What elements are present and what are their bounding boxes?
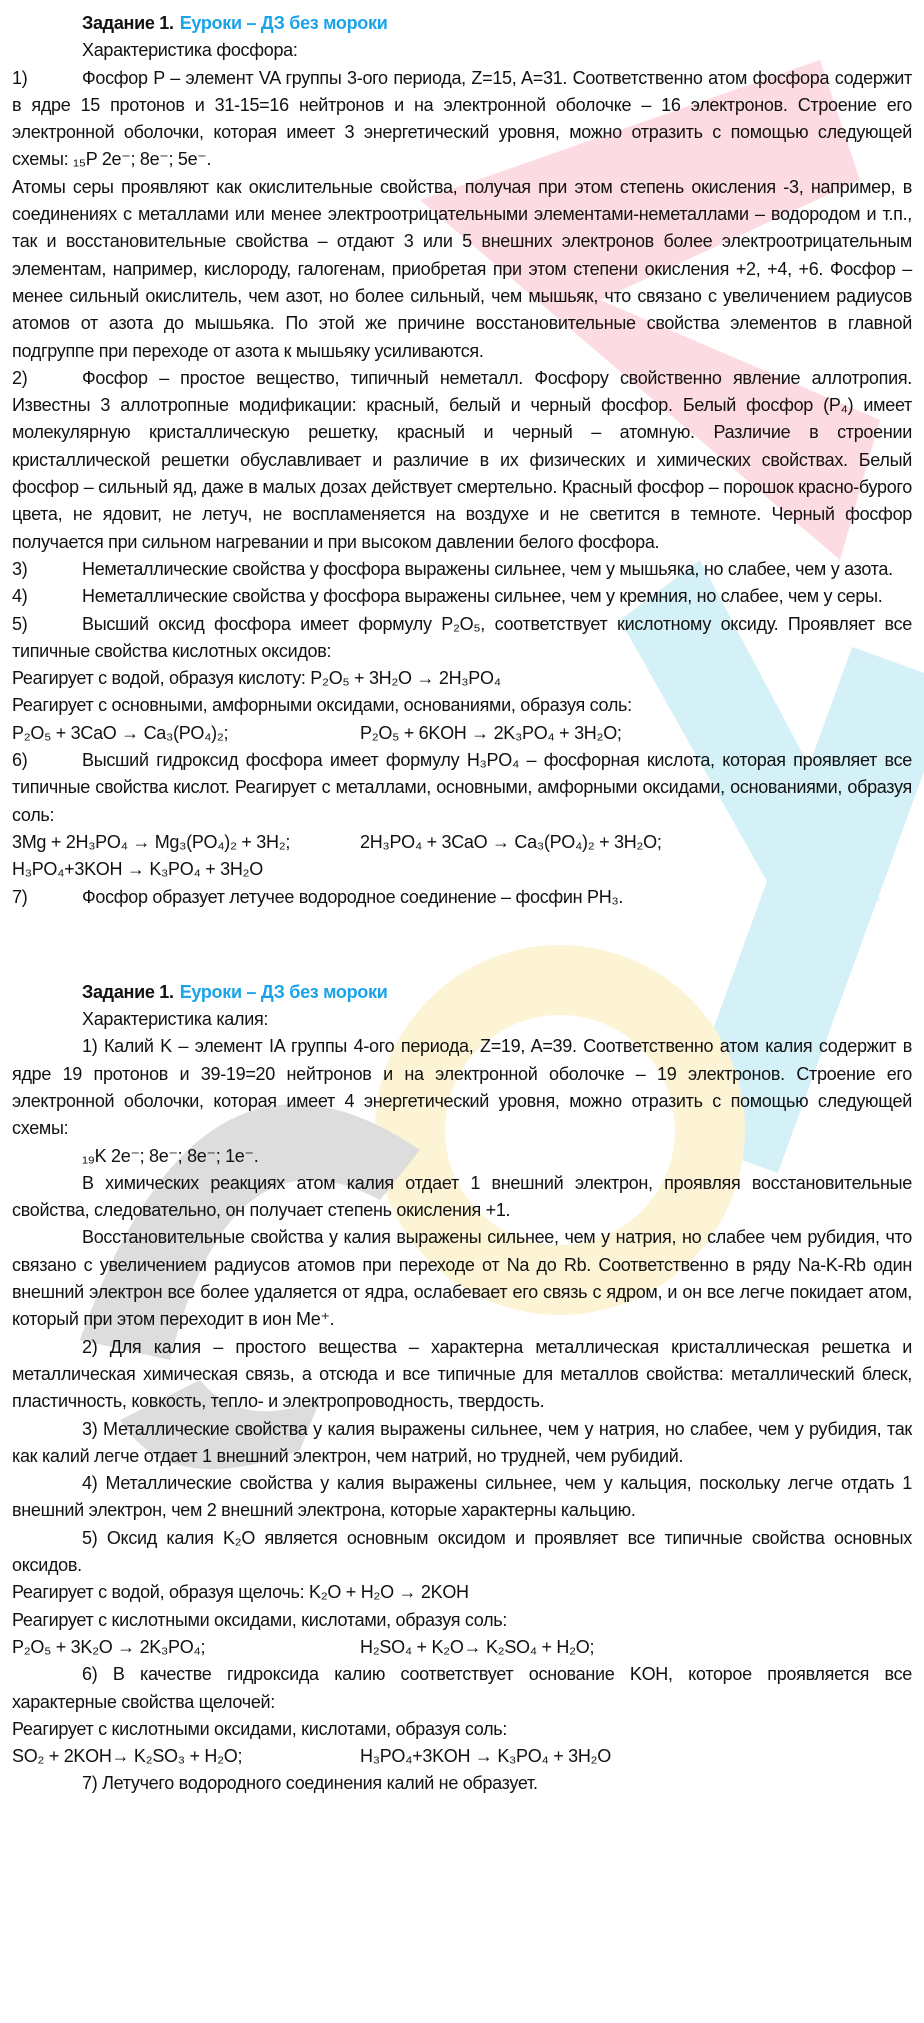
equation: 3Mg + 2H₃PO₄ → Mg₃(PO₄)₂ + 3H₂;	[12, 831, 291, 852]
equation: H₃PO₄+3KOH → K₃PO₄ + 3H₂O	[360, 1746, 611, 1767]
task-label: Задание 1.	[82, 981, 174, 1002]
item-number: 5)	[12, 613, 28, 634]
item-number: 3)	[12, 558, 28, 579]
paragraph-reducing: Восстановительные свойства у калия выражены сильнее, чем у натрия, но слабее чем рубидия, что связано с увеличением радиусов атомов при переходе от Na до Rb. Соответственно в ряду Na-K-Rb один внешний электрон все более удаляется от ядра, ослабевает его связь с ядром, и он все легче покидает атом, который при этом переходит в ион Me⁺.	[12, 1227, 912, 1330]
paragraph-6: 6) В качестве гидроксида калию соответствует основание KOH, которое проявляется все характерные свойства щелочей:	[12, 1664, 912, 1712]
equation-row	[12, 829, 912, 856]
item-number: 1)	[12, 67, 28, 88]
task-label: Задание 1.	[82, 13, 174, 33]
item-number: 7)	[12, 886, 28, 907]
equation-row	[12, 720, 912, 747]
paragraph-4	[12, 583, 912, 610]
paragraph-text: Высший гидроксид фосфора имеет формулу H₃PO₄ – фосфорная кислота, которая проявляет все типичные свойства кислот. Реагирует с металлами, основными, амфорными оксидами, основаниями, образуя соль:	[12, 750, 912, 825]
paragraph-text: Фосфор P – элемент VA группы 3-ого периода, Z=15, A=31. Соответственно атом фосфора содержит в ядре 15 протонов и 31-15=16 нейтронов и на электронной оболочке – 16 электронов. Строение его электронной оболочки, которая имеет 3 энергетический уровня, можно отразить с помощью следующей схемы: ₁₅P 2e⁻; 8e⁻; 5e⁻.	[12, 67, 912, 170]
reaction-salt-intro: Реагирует с кислотными оксидами, кислотами, образуя соль:	[12, 1718, 508, 1739]
paragraph-2	[12, 365, 912, 556]
equation: P₂O₅ + 6KOH → 2K₃PO₄ + 3H₂O;	[360, 722, 622, 743]
paragraph-1	[12, 65, 912, 174]
paragraph-text: Фосфор – простое вещество, типичный неметалл. Фосфору свойственно явление аллотропия. Известны 3 аллотропные модификации: красный, белый и черный фосфор. Белый фосфор (P₄) имеет молекулярную кристаллическую решетку, красный и черный – атомную. Различие в строении кристаллической решетки обуславливает и различие в их физических и химических свойствах. Белый фосфор – сильный яд, даже в малых дозах действует смертельно. Красный фосфор – порошок красно-бурого цвета, не ядовит, не летуч, не воспламеняется на воздухе и не светится в темноте. Черный фосфор получается при сильном нагревании и при высоком давлении белого фосфора.	[12, 367, 912, 552]
paragraph-3	[12, 556, 912, 583]
paragraph-7: 7) Летучего водородного соединения калий не образует.	[82, 1773, 538, 1794]
electron-scheme: ₁₉K 2e⁻; 8e⁻; 8e⁻; 1e⁻.	[82, 1145, 259, 1166]
equation: H₃PO₄+3KOH → K₃PO₄ + 3H₂O	[12, 859, 263, 880]
equation: P₂O₅ + 3K₂O → 2K₃PO₄;	[12, 1636, 206, 1657]
equation-row	[12, 1634, 912, 1661]
item-number: 2)	[12, 367, 28, 388]
equation: 2H₃PO₄ + 3CaO → Ca₃(PO₄)₂ + 3H₂O;	[360, 831, 662, 852]
section-potassium	[12, 979, 912, 1798]
equation-row	[12, 1743, 912, 1770]
paragraph-3: 3) Металлические свойства у калия выражены сильнее, чем у натрия, но слабее, чем у рубидия, так как калий легче отдает 1 внешний электрон, чем натрий, но трудней, чем рубидий.	[12, 1418, 912, 1466]
item-number: 6)	[12, 750, 28, 771]
section-heading	[12, 10, 912, 37]
section-phosphorus	[12, 10, 912, 911]
brand-link[interactable]: Еуроки – ДЗ без мороки	[179, 981, 388, 1002]
paragraph-text: Неметаллические свойства у фосфора выражены сильнее, чем у кремния, но слабее, чем у серы.	[82, 586, 883, 607]
paragraph-1: 1) Калий K – элемент IA группы 4-ого периода, Z=19, A=39. Соответственно атом калия содержит в ядре 19 протонов и 39-19=20 нейтронов и на электронной оболочке – 19 электронов. Строение его электронной оболочки, которая имеет 4 энергетический уровня, можно отразить с помощью следующей схемы:	[12, 1036, 912, 1139]
reaction-water: Реагирует с водой, образуя щелочь: K₂O + H₂O → 2KOH	[12, 1582, 469, 1603]
reaction-salt-intro: Реагирует с кислотными оксидами, кислотами, образуя соль:	[12, 1609, 508, 1630]
paragraph-text: Фосфор образует летучее водородное соединение – фосфин PH₃.	[82, 886, 624, 907]
section-heading	[12, 979, 912, 1006]
reaction-water: Реагирует с водой, образуя кислоту: P₂O₅ + 3H₂O → 2H₃PO₄	[12, 668, 501, 689]
paragraph-oxidation: Атомы серы проявляют как окислительные свойства, получая при этом степень окисления -3, например, в соединениях с металлами или менее электроотрицательными элементами-неметаллами – водородом и т.п., так и восстановительные свойства – отдают 3 или 5 внешних электронов более электроотрицательным элементам, например, кислороду, галогенам, приобретая при этом степени окисления +2, +4, +6. Фосфор – менее сильный окислитель, чем азот, но более сильный, чем мышьяк, что связано с увеличением радиусов атомов от азота до мышьяка. По этой же причине восстановительные свойства элементов в главной подгруппе при переходе от азота к мышьяку усиливаются.	[12, 176, 912, 361]
paragraph-2: 2) Для калия – простого вещества – характерна металлическая кристаллическая решетка и металлическая химическая связь, а отсюда и все типичные для металлов свойства: металлический блеск, пластичность, ковкость, тепло- и электропроводность, твердость.	[12, 1336, 912, 1412]
reaction-salt-intro: Реагирует с основными, амфорными оксидами, основаниями, образуя соль:	[12, 695, 632, 716]
section-subtitle: Характеристика фосфора:	[82, 40, 298, 61]
paragraph-text: Неметаллические свойства у фосфора выражены сильнее, чем у мышьяка, но слабее, чем у азота.	[82, 558, 893, 579]
section-subtitle: Характеристика калия:	[82, 1009, 269, 1030]
equation: SO₂ + 2KOH→ K₂SO₃ + H₂O;	[12, 1746, 243, 1767]
paragraph-6	[12, 747, 912, 829]
equation: P₂O₅ + 3CaO → Ca₃(PO₄)₂;	[12, 722, 229, 743]
paragraph-7	[12, 884, 912, 911]
paragraph-4: 4) Металлические свойства у калия выражены сильнее, чем у кальция, поскольку легче отдать 1 внешний электрон, чем 2 внешний электрона, которые характерны кальцию.	[12, 1473, 912, 1521]
paragraph-text: Высший оксид фосфора имеет формулу P₂O₅, соответствует кислотному оксиду. Проявляет все типичные свойства кислотных оксидов:	[12, 613, 912, 661]
equation: H₂SO₄ + K₂O→ K₂SO₄ + H₂O;	[360, 1636, 595, 1657]
item-number: 4)	[12, 586, 28, 607]
paragraph-5: 5) Оксид калия K₂O является основным оксидом и проявляет все типичные свойства основных оксидов.	[12, 1527, 912, 1576]
paragraph-reactions: В химических реакциях атом калия отдает 1 внешний электрон, проявляя восстановительные свойства, следовательно, он получает степень окисления +1.	[12, 1172, 912, 1221]
paragraph-5	[12, 611, 912, 666]
brand-link[interactable]: Еуроки – ДЗ без мороки	[179, 13, 388, 33]
